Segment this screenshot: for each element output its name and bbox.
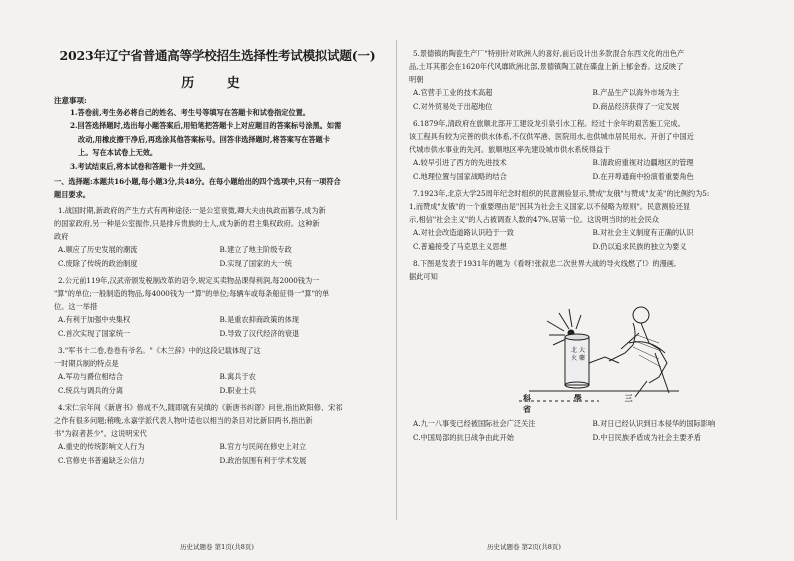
option-d: D.商品经济获得了一定发展 — [592, 102, 680, 111]
option-c: C.首次实现了国家统一 — [58, 329, 131, 339]
option-d: D.职业士兵 — [219, 386, 257, 396]
option-b: B.对社会主义制度有正确的认识 — [592, 228, 694, 237]
exam-title: 2023年辽宁省普通高等学校招生选择性考试模拟试题(一) — [59, 48, 376, 63]
option-b: B.寓兵于农 — [219, 372, 256, 382]
options-5 — [409, 86, 772, 114]
can-label: 北 大 火 藥 — [571, 347, 585, 362]
notice-item: 上。写在本试卷上无效。 — [78, 148, 158, 158]
option-a: A.对社会改造道路认识趋于一致 — [413, 228, 514, 237]
option-a: A.顺应了历史发展的潮流 — [58, 245, 138, 255]
question-text: 5.景德镇的陶瓷生产厂"特别针对欧洲人的喜好,前后设计出多款混合东西文化的出色产 — [413, 49, 685, 58]
option-a: A.重史的传统影响文人行为 — [58, 442, 145, 452]
option-a: A.官营手工业的技术高超 — [413, 88, 493, 97]
option-c: C.废除了传统的政治制度 — [58, 259, 138, 269]
question-3 — [54, 344, 381, 370]
question-7 — [409, 187, 772, 226]
option-b: B.产品生产以海外市场为主 — [592, 88, 680, 97]
options-1 — [54, 243, 381, 271]
options-4 — [54, 440, 381, 468]
option-d: D.中日民族矛盾成为社会主要矛盾 — [592, 433, 701, 442]
option-d: D.在开埠通商中扮演着重要角色 — [592, 172, 694, 181]
question-6 — [409, 117, 772, 156]
option-b: B.是重农抑商政策的体现 — [219, 315, 299, 325]
question-text: 代城市供水事业的先河。旅顺地区率先建设城市供水系统得益于 — [409, 145, 611, 154]
notice-heading: 注意事项: — [54, 96, 87, 105]
option-d: D.仍以追求民族的独立为要义 — [592, 242, 687, 251]
question-text: 的国家政府,另一种是公室振作,只是排斥贵族的士人,成为新的君主集权政府。这种新 — [54, 219, 320, 229]
option-d: D.实现了国家的大一统 — [219, 259, 292, 269]
question-text: 之作有很多问题;稍晚,永嘉学派代表人物叶适也以相当的条目对比新旧两书,指出新 — [54, 416, 313, 426]
option-c: C.地理位置与国家战略的结合 — [413, 172, 507, 181]
option-a: A.有利于加强中央集权 — [58, 315, 131, 325]
option-c: C.统兵与调兵的分离 — [58, 386, 124, 396]
options-7 — [409, 226, 772, 254]
options-2 — [54, 313, 381, 341]
option-c: C.对外贸易处于出超地位 — [413, 102, 493, 111]
option-d: D.导致了汉代经济的衰退 — [219, 329, 300, 339]
question-text: 8.下图是发表于1931年的题为《看呀!张叙忠二次世界大战的导火线燃了!》的漫画, — [413, 259, 677, 268]
question-text: 该工程具有较为完善的供水体系,不仅供军港、医院用水,也供城市居民用水。开创了中国近 — [409, 132, 694, 141]
notice-list — [54, 106, 381, 173]
section-line: 一、选择题:本题共16小题,每小题3分,共48分。在每小题给出的四个选项中,只有一项符合 — [54, 177, 341, 187]
option-a: A.较早引进了西方的先进技术 — [413, 158, 507, 167]
page-footer-right: 历史试题卷 第2页(共8页) — [487, 543, 561, 551]
question-2 — [54, 274, 381, 313]
question-text: 位。这一举措 — [54, 302, 98, 312]
question-text: 7.1923年,北京大学25周年纪念时组织的民意测验显示,赞成"友俄"与赞成"友美"的比例约为5: — [413, 189, 710, 198]
notice-item: 改动,用橡皮擦干净后,再选涂其他答案标号。回答非选择题时,将答案写在答题卡 — [78, 134, 330, 144]
page-footer-left: 历史试题卷 第1页(共8页) — [180, 543, 254, 551]
section-heading — [54, 175, 381, 201]
question-8 — [409, 257, 772, 283]
option-b: B.建立了地主阶级专政 — [219, 245, 292, 255]
question-text: 据此可知 — [409, 272, 438, 281]
section-line: 题目要求。 — [54, 190, 90, 200]
question-4 — [54, 401, 381, 440]
question-text: "算"的单位;一般制造的物品,每4000钱为一"算"的单位;每辆车或每条船征得一"算"的单 — [54, 289, 330, 299]
question-text: 书"为叙者甚少"。这说明宋代 — [54, 429, 147, 439]
option-c: C.官修史书普遍缺乏公信力 — [58, 456, 145, 466]
option-a: A.军功与爵位相结合 — [58, 372, 123, 382]
question-text: 6.1879年,清政府在旅顺北部开工建设龙引泉引水工程。经过十余年的艰苦施工完成。 — [413, 119, 685, 128]
cartoon-caption: 科 學 三 省 — [523, 393, 653, 414]
option-b: B.官方与民间在修史上对立 — [219, 442, 307, 452]
options-8 — [409, 417, 772, 445]
subject-title: 历 史 — [181, 76, 254, 91]
question-text: 2.公元前119年,汉武帝颁发税制改革的诏令,规定买卖物品课得利润,每2000钱为一 — [58, 276, 320, 286]
question-text: 明朝 — [409, 75, 424, 84]
question-5 — [409, 47, 772, 86]
options-3 — [54, 370, 381, 398]
cartoon-illustration — [509, 293, 689, 413]
question-text: 3."军书十二卷,卷卷有爷名。"《木兰辞》中的这段记载体现了这 — [58, 346, 261, 356]
notice-item: 3.考试结束后,将本试卷和答题卡一并交回。 — [70, 161, 210, 171]
notice-item: 2.回答选择题时,选出每小题答案后,用铅笔把答题卡上对应题目的答案标号涂黑。如需 — [70, 121, 342, 131]
option-c: C.普遍接受了马克思主义思想 — [413, 242, 507, 251]
question-text: 1,而赞成"友俄"的一个重要理由是"因其为社会主义国家,以不侵略为原则"。民意测验还显 — [409, 202, 691, 211]
question-text: 一时期兵制的特点是 — [54, 359, 119, 369]
question-1 — [54, 204, 381, 243]
question-text: 1.战国时期,新政府的产生方式有两种途径:一是公室衰微,卿大夫由执政而篡夺,成为新 — [58, 206, 326, 216]
question-text: 示,相信"社会主义"的人占被调查人数的47%,居第一位。这说明当时的社会民众 — [409, 215, 659, 224]
notice-item: 1.答卷前,考生务必将自己的姓名、考生号等填写在答题卡和试卷指定位置。 — [70, 108, 311, 117]
page-right — [397, 0, 794, 561]
question-text: 品,土耳其都会在1620年代风靡欧洲北部,景德镇陶工就在碟盘上新上郁金香。这反映了 — [409, 62, 684, 71]
option-a: A.九一八事变已经被国际社会广泛关注 — [413, 419, 536, 428]
option-b: B.对日已经认识到日本侵华的国际影响 — [592, 419, 716, 428]
option-b: B.清政府重视对边疆地区的管理 — [592, 158, 694, 167]
option-c: C.中国局部的抗日战争由此开始 — [413, 433, 514, 442]
question-text: 4.宋仁宗年间《新唐书》修成不久,随即就有吴缜的《新唐书纠谬》问世,指出欧阳修、宋祁 — [58, 403, 343, 413]
question-text: 政府 — [54, 232, 69, 242]
options-6 — [409, 156, 772, 184]
option-d: D.政治氛围有利于学术发展 — [219, 456, 307, 466]
